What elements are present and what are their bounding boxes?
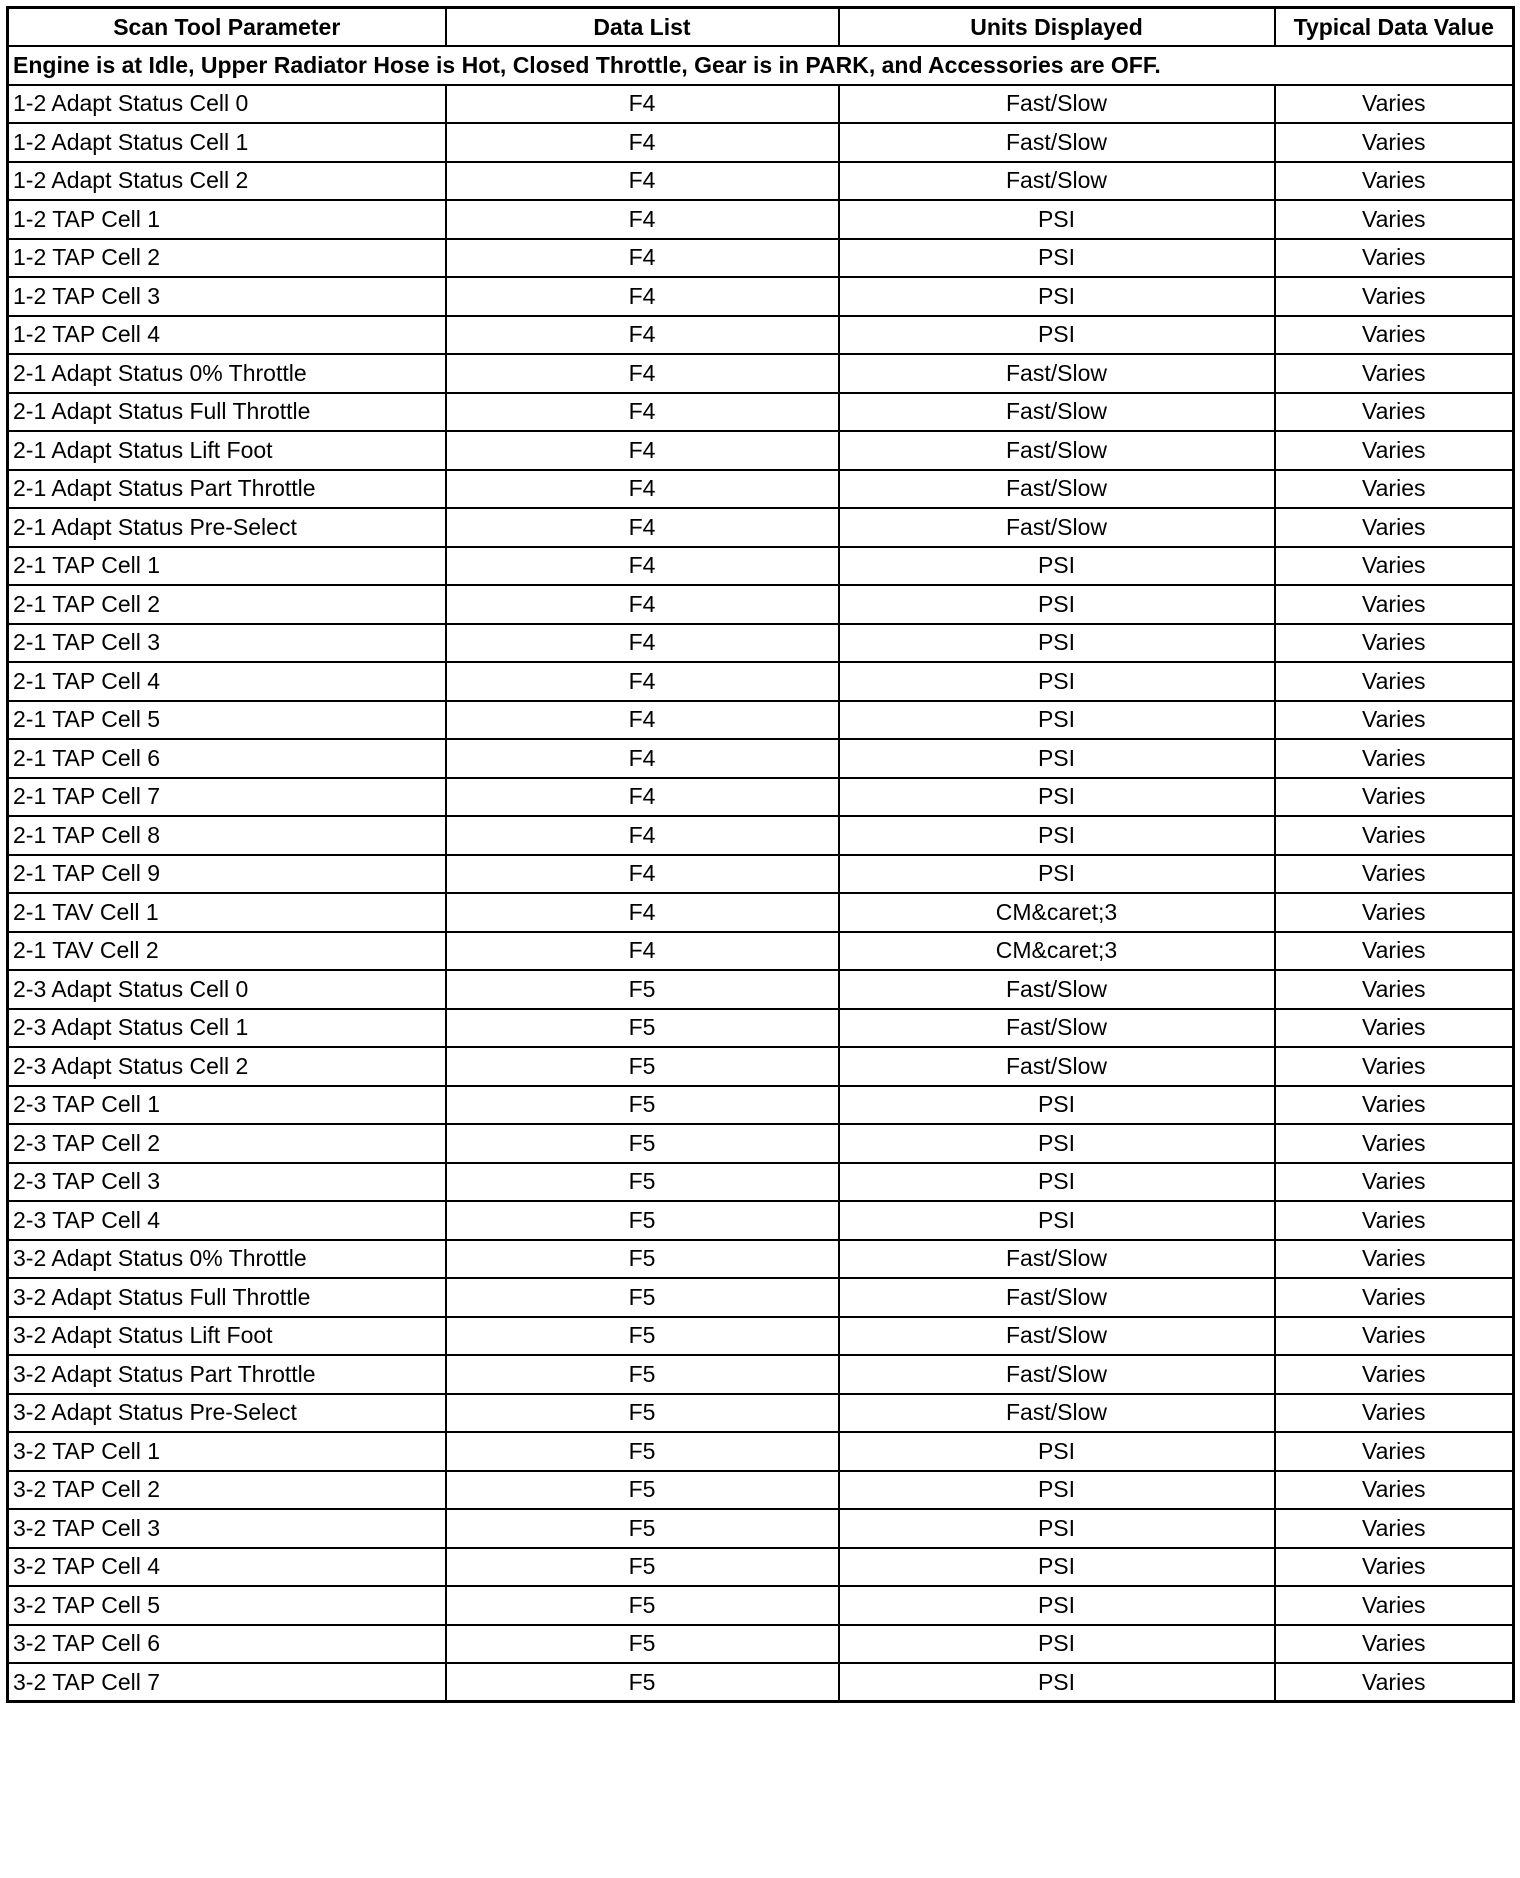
units-cell: Fast/Slow	[839, 1009, 1275, 1048]
units-cell: PSI	[839, 739, 1275, 778]
parameter-cell: 2-1 TAP Cell 8	[8, 816, 446, 855]
units-cell: PSI	[839, 585, 1275, 624]
typical-value-cell: Varies	[1275, 1586, 1514, 1625]
table-row	[8, 816, 1514, 855]
parameter-cell: 2-3 TAP Cell 2	[8, 1124, 446, 1163]
typical-value-cell: Varies	[1275, 547, 1514, 586]
data-list-cell: F4	[446, 816, 839, 855]
typical-value-cell: Varies	[1275, 354, 1514, 393]
data-list-cell: F4	[446, 162, 839, 201]
table-row	[8, 624, 1514, 663]
table-row	[8, 662, 1514, 701]
units-cell: Fast/Slow	[839, 431, 1275, 470]
typical-value-cell: Varies	[1275, 816, 1514, 855]
table-row	[8, 1586, 1514, 1625]
table-row	[8, 1047, 1514, 1086]
table-row	[8, 701, 1514, 740]
table-header	[8, 8, 1514, 47]
parameter-cell: 2-1 TAV Cell 2	[8, 932, 446, 971]
data-list-cell: F5	[446, 1471, 839, 1510]
typical-value-cell: Varies	[1275, 1086, 1514, 1125]
parameter-cell: 3-2 TAP Cell 5	[8, 1586, 446, 1625]
units-cell: PSI	[839, 662, 1275, 701]
table-row	[8, 85, 1514, 124]
table-row	[8, 431, 1514, 470]
units-cell: PSI	[839, 624, 1275, 663]
typical-value-cell: Varies	[1275, 470, 1514, 509]
typical-value-cell: Varies	[1275, 1278, 1514, 1317]
typical-value-cell: Varies	[1275, 123, 1514, 162]
units-cell: Fast/Slow	[839, 1317, 1275, 1356]
parameter-cell: 3-2 TAP Cell 2	[8, 1471, 446, 1510]
units-cell: PSI	[839, 239, 1275, 278]
data-list-cell: F5	[446, 1086, 839, 1125]
units-cell: PSI	[839, 1625, 1275, 1664]
data-list-cell: F4	[446, 662, 839, 701]
parameter-cell: 3-2 TAP Cell 3	[8, 1509, 446, 1548]
units-cell: PSI	[839, 1124, 1275, 1163]
units-cell: Fast/Slow	[839, 470, 1275, 509]
table-row	[8, 778, 1514, 817]
parameter-cell: 2-1 TAP Cell 1	[8, 547, 446, 586]
data-list-cell: F5	[446, 1509, 839, 1548]
data-list-cell: F5	[446, 1586, 839, 1625]
typical-value-cell: Varies	[1275, 393, 1514, 432]
units-cell: PSI	[839, 1586, 1275, 1625]
units-cell: Fast/Slow	[839, 1047, 1275, 1086]
data-list-cell: F4	[446, 547, 839, 586]
data-list-cell: F4	[446, 239, 839, 278]
table-row	[8, 1317, 1514, 1356]
parameter-cell: 2-1 TAP Cell 2	[8, 585, 446, 624]
parameter-cell: 2-1 TAV Cell 1	[8, 893, 446, 932]
data-list-cell: F4	[446, 701, 839, 740]
typical-value-cell: Varies	[1275, 277, 1514, 316]
table-row	[8, 162, 1514, 201]
parameter-cell: 3-2 Adapt Status Full Throttle	[8, 1278, 446, 1317]
typical-value-cell: Varies	[1275, 855, 1514, 894]
typical-value-cell: Varies	[1275, 662, 1514, 701]
typical-value-cell: Varies	[1275, 1355, 1514, 1394]
units-cell: PSI	[839, 1471, 1275, 1510]
table-row	[8, 1201, 1514, 1240]
table-row	[8, 354, 1514, 393]
data-list-cell: F5	[446, 1432, 839, 1471]
typical-value-cell: Varies	[1275, 1009, 1514, 1048]
units-cell: PSI	[839, 316, 1275, 355]
parameter-cell: 2-3 TAP Cell 3	[8, 1163, 446, 1202]
typical-value-cell: Varies	[1275, 85, 1514, 124]
data-list-cell: F5	[446, 1278, 839, 1317]
parameter-cell: 2-1 Adapt Status Lift Foot	[8, 431, 446, 470]
typical-value-cell: Varies	[1275, 1201, 1514, 1240]
table-row	[8, 1124, 1514, 1163]
parameter-cell: 2-1 TAP Cell 7	[8, 778, 446, 817]
table-row	[8, 1663, 1514, 1702]
units-cell: PSI	[839, 701, 1275, 740]
typical-value-cell: Varies	[1275, 1317, 1514, 1356]
data-list-cell: F4	[446, 277, 839, 316]
data-list-cell: F5	[446, 1317, 839, 1356]
data-list-cell: F5	[446, 1009, 839, 1048]
data-list-cell: F4	[446, 316, 839, 355]
data-list-cell: F4	[446, 739, 839, 778]
units-cell: Fast/Slow	[839, 1394, 1275, 1433]
parameter-cell: 2-3 TAP Cell 4	[8, 1201, 446, 1240]
data-list-cell: F5	[446, 1548, 839, 1587]
data-list-cell: F4	[446, 431, 839, 470]
typical-value-cell: Varies	[1275, 585, 1514, 624]
parameter-cell: 2-3 Adapt Status Cell 2	[8, 1047, 446, 1086]
table-row	[8, 239, 1514, 278]
typical-value-cell: Varies	[1275, 1047, 1514, 1086]
typical-value-cell: Varies	[1275, 316, 1514, 355]
table-row	[8, 1240, 1514, 1279]
parameter-cell: 2-1 TAP Cell 9	[8, 855, 446, 894]
units-cell: Fast/Slow	[839, 354, 1275, 393]
parameter-cell: 2-1 TAP Cell 5	[8, 701, 446, 740]
table-row	[8, 393, 1514, 432]
typical-value-cell: Varies	[1275, 239, 1514, 278]
parameter-cell: 2-3 Adapt Status Cell 1	[8, 1009, 446, 1048]
typical-value-cell: Varies	[1275, 1663, 1514, 1702]
data-list-cell: F4	[446, 624, 839, 663]
data-list-cell: F5	[446, 1625, 839, 1664]
parameter-cell: 2-1 Adapt Status Part Throttle	[8, 470, 446, 509]
table-row	[8, 1278, 1514, 1317]
header-row	[8, 8, 1514, 47]
parameter-cell: 1-2 TAP Cell 1	[8, 200, 446, 239]
data-list-cell: F4	[446, 123, 839, 162]
units-cell: PSI	[839, 1432, 1275, 1471]
units-cell: Fast/Slow	[839, 1355, 1275, 1394]
header-typical-data-value: Typical Data Value	[1275, 8, 1514, 47]
units-cell: Fast/Slow	[839, 162, 1275, 201]
data-list-cell: F5	[446, 1124, 839, 1163]
header-units-displayed: Units Displayed	[839, 8, 1275, 47]
typical-value-cell: Varies	[1275, 893, 1514, 932]
typical-value-cell: Varies	[1275, 1548, 1514, 1587]
units-cell: PSI	[839, 1201, 1275, 1240]
table-row	[8, 547, 1514, 586]
typical-value-cell: Varies	[1275, 200, 1514, 239]
typical-value-cell: Varies	[1275, 1625, 1514, 1664]
typical-value-cell: Varies	[1275, 1394, 1514, 1433]
parameter-cell: 1-2 TAP Cell 2	[8, 239, 446, 278]
data-list-cell: F4	[446, 393, 839, 432]
units-cell: Fast/Slow	[839, 85, 1275, 124]
units-cell: Fast/Slow	[839, 393, 1275, 432]
table-row	[8, 470, 1514, 509]
typical-value-cell: Varies	[1275, 1240, 1514, 1279]
typical-value-cell: Varies	[1275, 624, 1514, 663]
parameter-cell: 3-2 Adapt Status 0% Throttle	[8, 1240, 446, 1279]
units-cell: PSI	[839, 547, 1275, 586]
typical-value-cell: Varies	[1275, 1509, 1514, 1548]
parameter-cell: 1-2 TAP Cell 4	[8, 316, 446, 355]
units-cell: Fast/Slow	[839, 970, 1275, 1009]
data-list-cell: F4	[446, 932, 839, 971]
parameter-cell: 3-2 TAP Cell 6	[8, 1625, 446, 1664]
parameter-cell: 3-2 TAP Cell 4	[8, 1548, 446, 1587]
table-row	[8, 1509, 1514, 1548]
typical-value-cell: Varies	[1275, 778, 1514, 817]
table-body	[8, 46, 1514, 1702]
parameter-cell: 3-2 TAP Cell 7	[8, 1663, 446, 1702]
units-cell: PSI	[839, 778, 1275, 817]
parameter-cell: 1-2 Adapt Status Cell 1	[8, 123, 446, 162]
parameter-cell: 1-2 Adapt Status Cell 2	[8, 162, 446, 201]
data-list-cell: F4	[446, 778, 839, 817]
parameter-cell: 1-2 Adapt Status Cell 0	[8, 85, 446, 124]
units-cell: Fast/Slow	[839, 1240, 1275, 1279]
table-row	[8, 1548, 1514, 1587]
parameter-cell: 3-2 Adapt Status Part Throttle	[8, 1355, 446, 1394]
parameter-cell: 3-2 Adapt Status Pre-Select	[8, 1394, 446, 1433]
units-cell: CM&caret;3	[839, 932, 1275, 971]
units-cell: PSI	[839, 1663, 1275, 1702]
data-list-cell: F5	[446, 1355, 839, 1394]
data-list-cell: F5	[446, 1240, 839, 1279]
data-list-cell: F5	[446, 1201, 839, 1240]
table-row	[8, 1432, 1514, 1471]
table-row	[8, 508, 1514, 547]
typical-value-cell: Varies	[1275, 932, 1514, 971]
typical-value-cell: Varies	[1275, 970, 1514, 1009]
data-list-cell: F4	[446, 470, 839, 509]
parameter-cell: 2-1 Adapt Status 0% Throttle	[8, 354, 446, 393]
table-row	[8, 1394, 1514, 1433]
table-row	[8, 739, 1514, 778]
data-list-cell: F4	[446, 855, 839, 894]
data-list-cell: F5	[446, 1394, 839, 1433]
scan-tool-data-table	[6, 6, 1515, 1703]
parameter-cell: 2-3 Adapt Status Cell 0	[8, 970, 446, 1009]
units-cell: PSI	[839, 277, 1275, 316]
units-cell: PSI	[839, 1163, 1275, 1202]
typical-value-cell: Varies	[1275, 431, 1514, 470]
typical-value-cell: Varies	[1275, 508, 1514, 547]
units-cell: Fast/Slow	[839, 123, 1275, 162]
table-row	[8, 277, 1514, 316]
data-list-cell: F4	[446, 508, 839, 547]
table-row	[8, 1163, 1514, 1202]
table-row	[8, 1471, 1514, 1510]
data-list-cell: F4	[446, 585, 839, 624]
table-row	[8, 893, 1514, 932]
parameter-cell: 3-2 Adapt Status Lift Foot	[8, 1317, 446, 1356]
data-list-cell: F5	[446, 1047, 839, 1086]
units-cell: PSI	[839, 200, 1275, 239]
typical-value-cell: Varies	[1275, 1471, 1514, 1510]
parameter-cell: 2-1 Adapt Status Pre-Select	[8, 508, 446, 547]
units-cell: Fast/Slow	[839, 508, 1275, 547]
parameter-cell: 2-1 TAP Cell 4	[8, 662, 446, 701]
typical-value-cell: Varies	[1275, 1124, 1514, 1163]
table-row	[8, 855, 1514, 894]
units-cell: Fast/Slow	[839, 1278, 1275, 1317]
units-cell: PSI	[839, 855, 1275, 894]
typical-value-cell: Varies	[1275, 701, 1514, 740]
table-row	[8, 316, 1514, 355]
units-cell: PSI	[839, 1086, 1275, 1125]
typical-value-cell: Varies	[1275, 1163, 1514, 1202]
table-row	[8, 970, 1514, 1009]
table-row	[8, 585, 1514, 624]
units-cell: PSI	[839, 816, 1275, 855]
table-row	[8, 1086, 1514, 1125]
typical-value-cell: Varies	[1275, 739, 1514, 778]
table-row	[8, 1009, 1514, 1048]
table-row	[8, 1355, 1514, 1394]
typical-value-cell: Varies	[1275, 162, 1514, 201]
operating-condition-text: Engine is at Idle, Upper Radiator Hose is Hot, Closed Throttle, Gear is in PARK, and Accessories are OFF.	[8, 46, 1514, 85]
parameter-cell: 2-1 TAP Cell 6	[8, 739, 446, 778]
table-row	[8, 123, 1514, 162]
data-list-cell: F5	[446, 1663, 839, 1702]
data-list-cell: F4	[446, 893, 839, 932]
condition-row	[8, 46, 1514, 85]
parameter-cell: 3-2 TAP Cell 1	[8, 1432, 446, 1471]
typical-value-cell: Varies	[1275, 1432, 1514, 1471]
data-list-cell: F4	[446, 85, 839, 124]
data-list-cell: F5	[446, 1163, 839, 1202]
header-scan-tool-parameter: Scan Tool Parameter	[8, 8, 446, 47]
data-list-cell: F4	[446, 200, 839, 239]
parameter-cell: 2-1 Adapt Status Full Throttle	[8, 393, 446, 432]
parameter-cell: 2-3 TAP Cell 1	[8, 1086, 446, 1125]
table-row	[8, 200, 1514, 239]
header-data-list: Data List	[446, 8, 839, 47]
parameter-cell: 1-2 TAP Cell 3	[8, 277, 446, 316]
parameter-cell: 2-1 TAP Cell 3	[8, 624, 446, 663]
data-list-cell: F4	[446, 354, 839, 393]
units-cell: PSI	[839, 1548, 1275, 1587]
units-cell: CM&caret;3	[839, 893, 1275, 932]
data-list-cell: F5	[446, 970, 839, 1009]
table-row	[8, 1625, 1514, 1664]
table-row	[8, 932, 1514, 971]
units-cell: PSI	[839, 1509, 1275, 1548]
